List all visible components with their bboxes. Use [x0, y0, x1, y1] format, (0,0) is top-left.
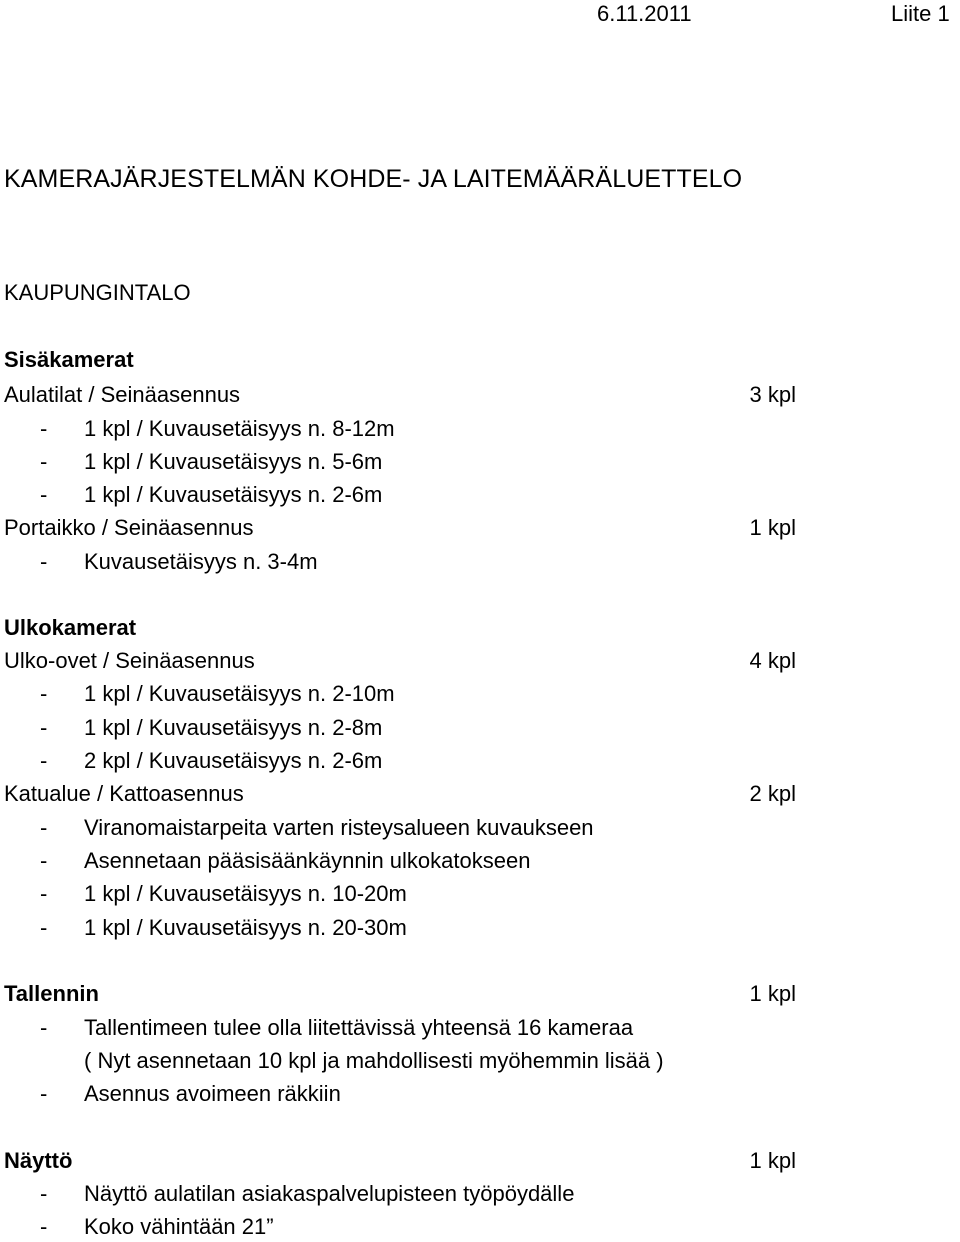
item-label-doors: Ulko-ovet / Seinäasennus [4, 648, 255, 673]
page-header [0, 0, 960, 28]
item-qty-recorder: 1 kpl [749, 981, 796, 1006]
item-label-stairs: Portaikko / Seinäasennus [4, 515, 254, 540]
item-qty-street: 2 kpl [749, 781, 796, 806]
item-label-lobby: Aulatilat / Seinäasennus [4, 382, 241, 407]
document-title: KAMERAJÄRJESTELMÄN KOHDE- JA LAITEMÄÄRÄLUETTELO [4, 165, 743, 193]
section-heading-display: Näyttö [4, 1148, 73, 1173]
header-attachment: Liite 1 [891, 1, 950, 26]
item-qty-stairs: 1 kpl [749, 515, 796, 540]
section-heading-indoor: Sisäkamerat [4, 347, 134, 372]
item-qty-display: 1 kpl [749, 1148, 796, 1173]
item-qty-doors: 4 kpl [749, 648, 796, 673]
section-heading-outdoor: Ulkokamerat [4, 615, 137, 640]
section-heading-recorder: Tallennin [4, 981, 99, 1006]
location-heading: KAUPUNGINTALO [4, 280, 191, 305]
item-label-street: Katualue / Kattoasennus [4, 781, 244, 806]
header-date: 6.11.2011 [597, 1, 692, 26]
item-qty-lobby: 3 kpl [749, 382, 796, 407]
